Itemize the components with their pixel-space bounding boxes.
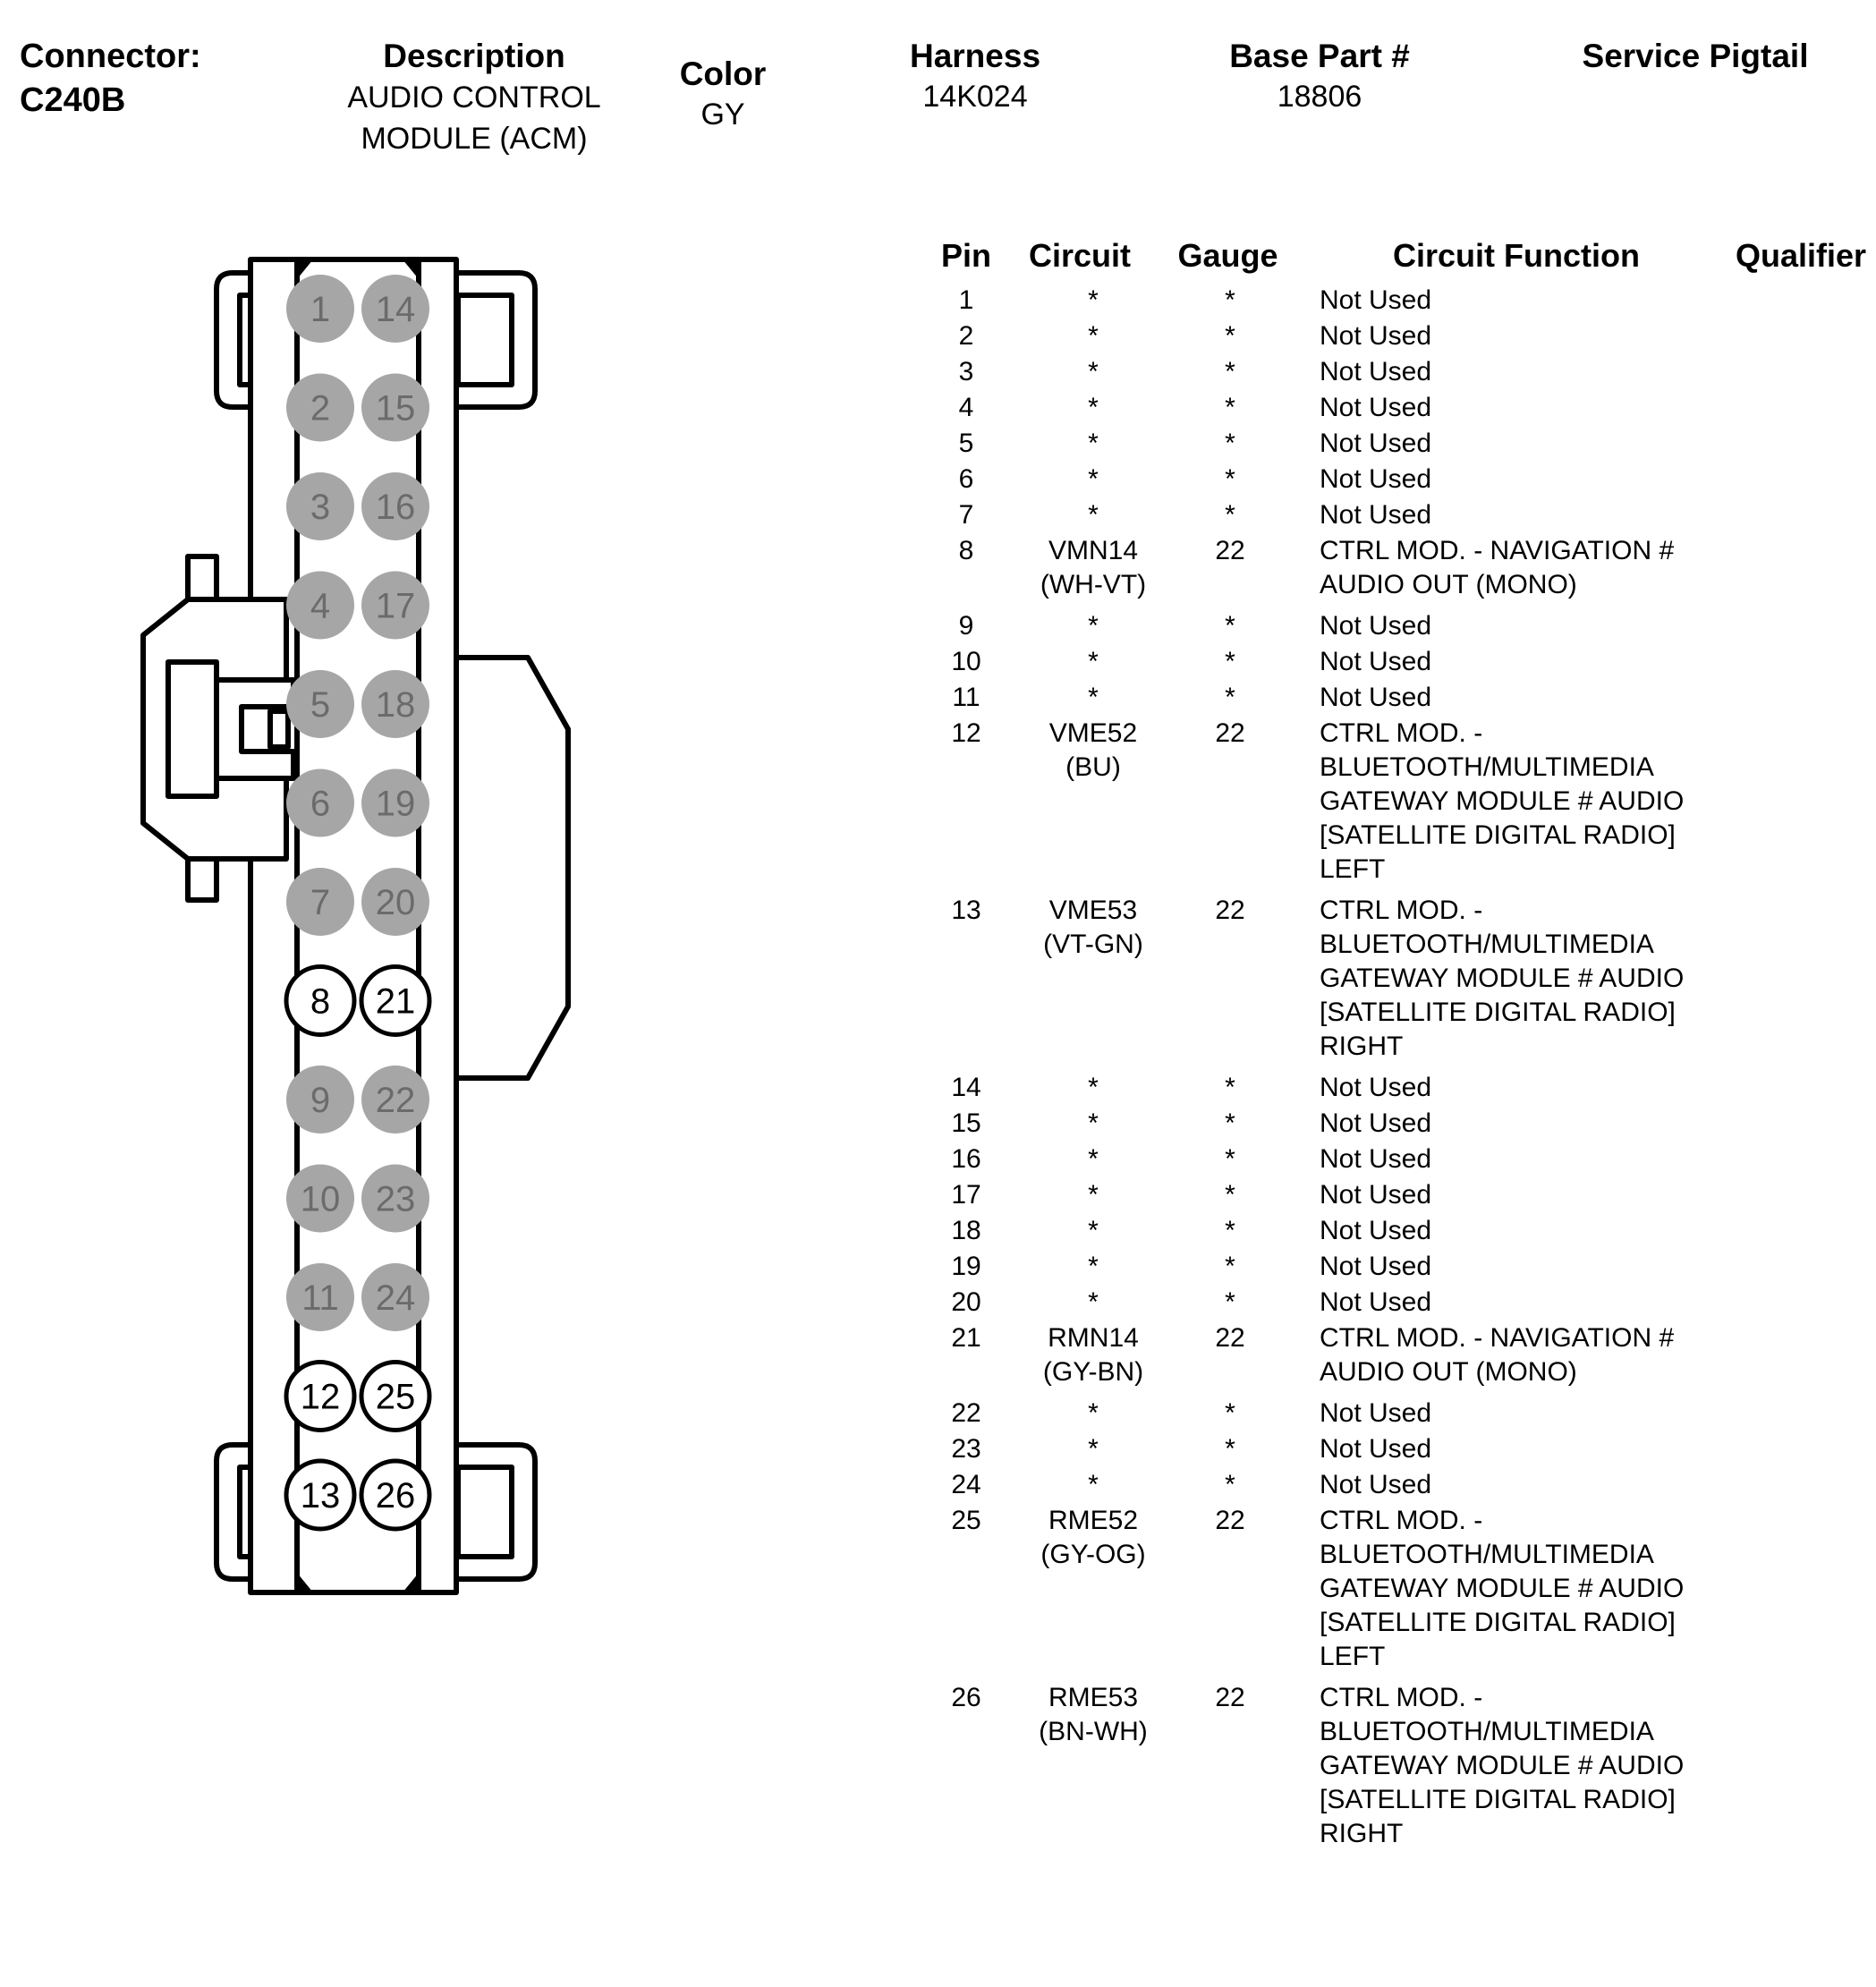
- table-row: [935, 284, 1865, 318]
- cell-circuit: *: [1088, 393, 1099, 422]
- table-row: [935, 1142, 1865, 1176]
- cell-circuit: *: [1088, 285, 1099, 315]
- cell-pin: 5: [958, 429, 974, 458]
- pin-number-6: 6: [310, 784, 331, 824]
- cell-circuit: VMN14 (WH-VT): [1040, 536, 1147, 599]
- cell-function: Not Used: [1320, 1398, 1432, 1428]
- pin-table-body: [935, 284, 1865, 1858]
- connector-pinout-drawing: [134, 242, 796, 1637]
- cell-function: Not Used: [1320, 393, 1432, 422]
- cell-gauge: *: [1225, 1216, 1235, 1245]
- cell-pin: 19: [951, 1252, 981, 1281]
- cell-function: Not Used: [1320, 683, 1432, 712]
- pin-number-24: 24: [375, 1278, 416, 1318]
- column-header-function: Circuit Function: [1393, 237, 1640, 274]
- table-row: [935, 1214, 1865, 1248]
- table-row: [935, 894, 1865, 1064]
- pin-number-26: 26: [375, 1476, 416, 1516]
- table-row: [935, 391, 1865, 425]
- cell-gauge: *: [1225, 683, 1235, 712]
- connector-header: [0, 16, 1876, 156]
- cell-function: Not Used: [1320, 1180, 1432, 1210]
- cell-pin: 3: [958, 357, 974, 386]
- cell-pin: 4: [958, 393, 974, 422]
- cell-circuit: *: [1088, 683, 1099, 712]
- table-row: [935, 1468, 1865, 1502]
- pin-number-12: 12: [300, 1377, 341, 1417]
- cell-function: Not Used: [1320, 1287, 1432, 1317]
- cell-pin: 16: [951, 1144, 981, 1174]
- description-block: [304, 36, 644, 159]
- base-part-block: [1190, 36, 1449, 116]
- cell-gauge: *: [1225, 429, 1235, 458]
- cell-pin: 12: [951, 718, 981, 748]
- cell-circuit: *: [1088, 357, 1099, 386]
- pin-number-1: 1: [310, 290, 331, 329]
- cell-pin: 7: [958, 500, 974, 530]
- cell-pin: 24: [951, 1470, 981, 1499]
- cell-function: Not Used: [1320, 429, 1432, 458]
- table-row: [935, 1107, 1865, 1141]
- cell-circuit: *: [1088, 1180, 1099, 1210]
- cell-function: CTRL MOD. - NAVIGATION # AUDIO OUT (MONO): [1320, 536, 1675, 599]
- cell-gauge: *: [1225, 1252, 1235, 1281]
- cell-gauge: *: [1225, 1398, 1235, 1428]
- table-row: [935, 463, 1865, 497]
- cell-function: Not Used: [1320, 1144, 1432, 1174]
- cell-function: Not Used: [1320, 1470, 1432, 1499]
- table-row: [935, 681, 1865, 715]
- cell-gauge: 22: [1215, 1323, 1245, 1353]
- cell-function: Not Used: [1320, 321, 1432, 351]
- cell-pin: 13: [951, 896, 981, 925]
- cell-gauge: *: [1225, 1180, 1235, 1210]
- cell-pin: 18: [951, 1216, 981, 1245]
- cell-gauge: *: [1225, 1144, 1235, 1174]
- pin-number-15: 15: [375, 388, 416, 429]
- table-row: [935, 1432, 1865, 1466]
- cell-pin: 26: [951, 1683, 981, 1712]
- harness-label: Harness: [909, 38, 1041, 74]
- pin-number-4: 4: [310, 586, 331, 626]
- column-header-gauge: Gauge: [1177, 237, 1278, 274]
- pin-number-19: 19: [375, 784, 416, 824]
- table-row: [935, 1178, 1865, 1212]
- cell-gauge: *: [1225, 464, 1235, 494]
- cell-function: Not Used: [1320, 285, 1432, 315]
- cell-circuit: *: [1088, 1216, 1099, 1245]
- pin-table-header: [935, 237, 1865, 284]
- cell-pin: 14: [951, 1073, 981, 1102]
- cell-pin: 22: [951, 1398, 981, 1428]
- pin-number-11: 11: [301, 1278, 339, 1318]
- cell-gauge: *: [1225, 1470, 1235, 1499]
- color-block: [651, 54, 794, 134]
- cell-pin: 10: [951, 647, 981, 676]
- cell-pin: 8: [958, 536, 974, 565]
- table-row: [935, 717, 1865, 887]
- cell-circuit: VME52 (BU): [1048, 718, 1138, 782]
- column-header-circuit: Circuit: [1028, 237, 1131, 274]
- cell-function: Not Used: [1320, 1108, 1432, 1138]
- cell-gauge: *: [1225, 393, 1235, 422]
- cell-function: CTRL MOD. - BLUETOOTH/MULTIMEDIA GATEWAY MODULE # AUDIO [SATELLITE DIGITAL RADIO] LEFT: [1320, 1506, 1685, 1671]
- cell-pin: 11: [952, 683, 980, 712]
- table-row: [935, 1504, 1865, 1674]
- table-row: [935, 1071, 1865, 1105]
- pin-number-21: 21: [375, 981, 416, 1022]
- cell-circuit: *: [1088, 1144, 1099, 1174]
- cell-circuit: VME53 (VT-GN): [1043, 896, 1143, 959]
- cell-gauge: *: [1225, 321, 1235, 351]
- cell-function: CTRL MOD. - BLUETOOTH/MULTIMEDIA GATEWAY MODULE # AUDIO [SATELLITE DIGITAL RADIO] RIGHT: [1320, 896, 1685, 1061]
- cell-circuit: *: [1088, 1287, 1099, 1317]
- cell-function: Not Used: [1320, 1252, 1432, 1281]
- pin-table: [935, 237, 1865, 1858]
- cell-circuit: *: [1088, 1434, 1099, 1464]
- connector-label: Connector:: [20, 38, 201, 75]
- cell-gauge: *: [1225, 500, 1235, 530]
- column-header-qualifier: Qualifier: [1736, 237, 1867, 274]
- cell-gauge: 22: [1215, 718, 1245, 748]
- cell-circuit: *: [1088, 429, 1099, 458]
- cell-circuit: *: [1088, 1073, 1099, 1102]
- cell-gauge: 22: [1215, 896, 1245, 925]
- cell-circuit: *: [1088, 1108, 1099, 1138]
- cell-gauge: *: [1225, 357, 1235, 386]
- pin-number-9: 9: [310, 1081, 331, 1120]
- pin-number-10: 10: [300, 1179, 341, 1219]
- cell-circuit: *: [1088, 611, 1099, 641]
- cell-gauge: *: [1225, 647, 1235, 676]
- table-row: [935, 1681, 1865, 1851]
- cell-pin: 9: [958, 611, 974, 641]
- table-row: [935, 355, 1865, 389]
- base-part-value: 18806: [1277, 80, 1362, 114]
- cell-pin: 25: [951, 1506, 981, 1535]
- pin-number-8: 8: [310, 981, 331, 1022]
- base-part-label: Base Part #: [1229, 38, 1410, 74]
- cell-gauge: *: [1225, 285, 1235, 315]
- row-spacer: [935, 1853, 1865, 1858]
- cell-pin: 21: [951, 1323, 981, 1353]
- cell-gauge: *: [1225, 611, 1235, 641]
- cell-pin: 1: [958, 285, 974, 315]
- pin-number-14: 14: [375, 290, 416, 329]
- cell-function: Not Used: [1320, 1434, 1432, 1464]
- color-value: GY: [700, 98, 745, 132]
- column-header-pin: Pin: [940, 237, 991, 274]
- cell-circuit: RME53 (BN-WH): [1039, 1683, 1148, 1746]
- pin-number-5: 5: [310, 685, 331, 725]
- table-row: [935, 1250, 1865, 1284]
- description-value: AUDIO CONTROL MODULE (ACM): [347, 81, 601, 156]
- table-row: [935, 1321, 1865, 1389]
- cell-gauge: 22: [1215, 536, 1245, 565]
- cell-function: Not Used: [1320, 500, 1432, 530]
- table-row: [935, 427, 1865, 461]
- cell-pin: 20: [951, 1287, 981, 1317]
- cell-function: CTRL MOD. - BLUETOOTH/MULTIMEDIA GATEWAY MODULE # AUDIO [SATELLITE DIGITAL RADIO] RIGHT: [1320, 1683, 1685, 1848]
- cell-function: Not Used: [1320, 1073, 1432, 1102]
- cell-gauge: 22: [1215, 1506, 1245, 1535]
- harness-block: [859, 36, 1091, 116]
- pin-number-20: 20: [375, 883, 416, 922]
- pin-number-18: 18: [375, 685, 416, 725]
- service-pigtail-block: [1539, 36, 1852, 77]
- table-row: [935, 609, 1865, 643]
- table-row: [935, 319, 1865, 353]
- cell-gauge: *: [1225, 1434, 1235, 1464]
- table-row: [935, 1286, 1865, 1320]
- cell-circuit: *: [1088, 1252, 1099, 1281]
- table-row: [935, 1397, 1865, 1431]
- cell-circuit: *: [1088, 500, 1099, 530]
- cell-pin: 6: [958, 464, 974, 494]
- cell-pin: 23: [951, 1434, 981, 1464]
- cell-function: Not Used: [1320, 647, 1432, 676]
- cell-function: Not Used: [1320, 464, 1432, 494]
- cell-gauge: *: [1225, 1108, 1235, 1138]
- pin-number-3: 3: [310, 488, 331, 527]
- cell-function: Not Used: [1320, 611, 1432, 641]
- pin-number-2: 2: [310, 388, 331, 429]
- cell-pin: 17: [951, 1180, 981, 1210]
- table-row: [935, 534, 1865, 602]
- cell-circuit: *: [1088, 464, 1099, 494]
- cell-circuit: *: [1088, 647, 1099, 676]
- harness-value: 14K024: [922, 80, 1028, 114]
- table-row: [935, 498, 1865, 532]
- cell-gauge: 22: [1215, 1683, 1245, 1712]
- cell-function: Not Used: [1320, 1216, 1432, 1245]
- cell-circuit: *: [1088, 321, 1099, 351]
- table-row: [935, 645, 1865, 679]
- service-pigtail-label: Service Pigtail: [1582, 38, 1809, 74]
- pin-number-17: 17: [375, 586, 416, 626]
- cell-circuit: RME52 (GY-OG): [1040, 1506, 1146, 1569]
- cell-circuit: *: [1088, 1470, 1099, 1499]
- color-label: Color: [679, 55, 767, 92]
- cell-circuit: *: [1088, 1398, 1099, 1428]
- cell-function: Not Used: [1320, 357, 1432, 386]
- pin-number-7: 7: [310, 883, 331, 922]
- pin-number-23: 23: [375, 1179, 416, 1219]
- pin-number-16: 16: [375, 488, 416, 527]
- cell-gauge: *: [1225, 1073, 1235, 1102]
- connector-id-block: [20, 36, 201, 120]
- cell-pin: 2: [958, 321, 974, 351]
- description-label: Description: [383, 38, 565, 74]
- cell-gauge: *: [1225, 1287, 1235, 1317]
- pin-number-25: 25: [375, 1377, 416, 1417]
- cell-pin: 15: [951, 1108, 981, 1138]
- cell-circuit: RMN14 (GY-BN): [1042, 1323, 1144, 1387]
- cell-function: CTRL MOD. - NAVIGATION # AUDIO OUT (MONO): [1320, 1323, 1675, 1387]
- connector-value: C240B: [20, 81, 126, 119]
- cell-function: CTRL MOD. - BLUETOOTH/MULTIMEDIA GATEWAY MODULE # AUDIO [SATELLITE DIGITAL RADIO] LEFT: [1320, 718, 1685, 884]
- pin-number-22: 22: [375, 1081, 416, 1120]
- pin-number-13: 13: [300, 1476, 341, 1516]
